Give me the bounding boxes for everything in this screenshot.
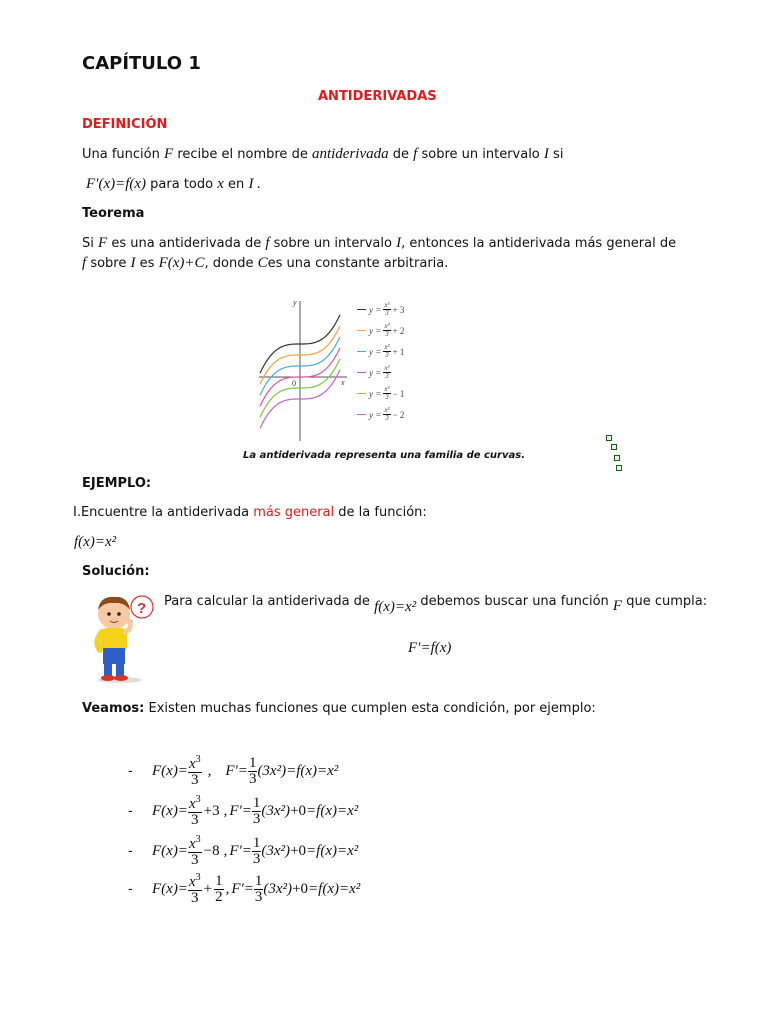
decorative-dot	[606, 435, 612, 441]
theorem-heading: Teorema	[82, 206, 145, 221]
legend-swatch	[357, 393, 366, 394]
legend-prefix: y =	[369, 367, 382, 378]
fraction: $\frac{x^3}{3}$	[188, 754, 201, 788]
legend-entry	[357, 341, 437, 362]
definition-line-2: F′(x)=f(x) para todo x en I .	[86, 176, 261, 192]
section-title: ANTIDERIVADAS	[318, 89, 437, 104]
example-heading: EJEMPLO:	[82, 476, 152, 491]
solution-text: Para calcular la antiderivada de f(x)=x² debemos buscar una función F que cumpla:	[164, 594, 708, 615]
legend-entry	[357, 404, 437, 425]
thinking-child-illustration	[84, 592, 156, 684]
legend-entry	[357, 383, 437, 404]
legend-prefix: y =	[369, 388, 382, 399]
example-equation: - F(x)= $\frac{x^3}{3}$ + $\frac{1}{2}$ , F′= $\frac{1}{3}$ (3x²) +0 =f(x)=x²	[128, 872, 361, 906]
bullet-dash: -	[128, 844, 133, 859]
figure-legend	[357, 299, 437, 425]
legend-prefix: y =	[369, 325, 382, 336]
fraction: $\frac{x^3}{3}$	[188, 834, 201, 868]
legend-entry	[357, 362, 437, 383]
bullet-dash: -	[128, 882, 133, 897]
origin-label: 0	[292, 379, 296, 388]
solution-heading: Solución:	[82, 564, 150, 579]
legend-suffix: − 1	[392, 388, 405, 399]
decorative-dot	[611, 444, 617, 450]
legend-swatch	[357, 351, 366, 352]
example-equation: - F(x)= $\frac{x^3}{3}$ −8 , F′= $\frac{1}{3}$ (3x²) +0 =f(x)=x²	[128, 834, 359, 868]
fraction: $\frac{x^3}{3}$	[188, 872, 201, 906]
example-equation: - F(x)= $\frac{x^3}{3}$ , F′= $\frac{1}{3}$ (3x²) =f(x)=x²	[128, 754, 339, 788]
theorem-line-2: f sobre I es F(x)+C, donde Ces una constante arbitraria.	[82, 255, 449, 271]
example-item: I.Encuentre la antiderivada más general de la función:	[73, 505, 427, 520]
axis-y-label: y	[293, 298, 297, 307]
fraction: $\frac{1}{3}$	[252, 795, 261, 827]
definition-formula: F′(x)=f(x)	[86, 176, 147, 192]
legend-fraction: $\frac{\text{x³}}{3}$	[384, 385, 390, 401]
legend-fraction: $\frac{\text{x³}}{3}$	[384, 301, 390, 317]
legend-swatch	[357, 309, 366, 310]
definition-heading: DEFINICIÓN	[82, 117, 168, 132]
legend-entry	[357, 299, 437, 320]
decorative-dot	[616, 465, 622, 471]
legend-swatch	[357, 414, 366, 415]
example-function: f(x)=x²	[74, 534, 117, 550]
definition-line-1: Una función F recibe el nombre de antiderivada de f sobre un intervalo I si	[82, 146, 564, 162]
legend-fraction: $\frac{\text{x³}}{3}$	[384, 343, 390, 359]
legend-fraction: $\frac{\text{x³}}{3}$	[384, 406, 390, 422]
bullet-dash: -	[128, 804, 133, 819]
veamos-line: Veamos: Existen muchas funciones que cumplen esta condición, por ejemplo:	[82, 701, 596, 716]
axis-x-label: x	[341, 378, 345, 387]
legend-fraction: $\frac{\text{x³}}{3}$	[384, 364, 390, 380]
legend-prefix: y =	[369, 304, 382, 315]
decorative-dot	[614, 455, 620, 461]
fraction: $\frac{1}{3}$	[254, 873, 263, 905]
fraction: $\frac{1}{3}$	[248, 755, 257, 787]
example-equation: - F(x)= $\frac{x^3}{3}$ +3 , F′= $\frac{1}{3}$ (3x²) +0 =f(x)=x²	[128, 794, 359, 828]
figure-caption: La antiderivada representa una familia de curvas.	[243, 450, 525, 461]
legend-swatch	[357, 372, 366, 373]
legend-prefix: y =	[369, 346, 382, 357]
fraction: $\frac{x^3}{3}$	[188, 794, 201, 828]
legend-suffix: + 1	[392, 346, 405, 357]
legend-fraction: $\frac{\text{x³}}{3}$	[384, 322, 390, 338]
chapter-title: CAPÍTULO 1	[82, 53, 201, 74]
fraction: $\frac{1}{2}$	[215, 873, 223, 905]
legend-entry	[357, 320, 437, 341]
legend-suffix: − 2	[392, 409, 405, 420]
theorem-line-1: Si F es una antiderivada de f sobre un intervalo I, entonces la antiderivada más general de	[82, 235, 677, 251]
legend-suffix: + 2	[392, 325, 405, 336]
svg-text:?: ?	[137, 600, 147, 617]
condition-formula: F′=f(x)	[408, 640, 452, 656]
legend-prefix: y =	[369, 409, 382, 420]
fraction: $\frac{1}{3}$	[252, 835, 261, 867]
legend-swatch	[357, 330, 366, 331]
legend-suffix: + 3	[392, 304, 405, 315]
theorem-formula: F(x)+C	[158, 255, 205, 271]
bullet-dash: -	[128, 764, 133, 779]
